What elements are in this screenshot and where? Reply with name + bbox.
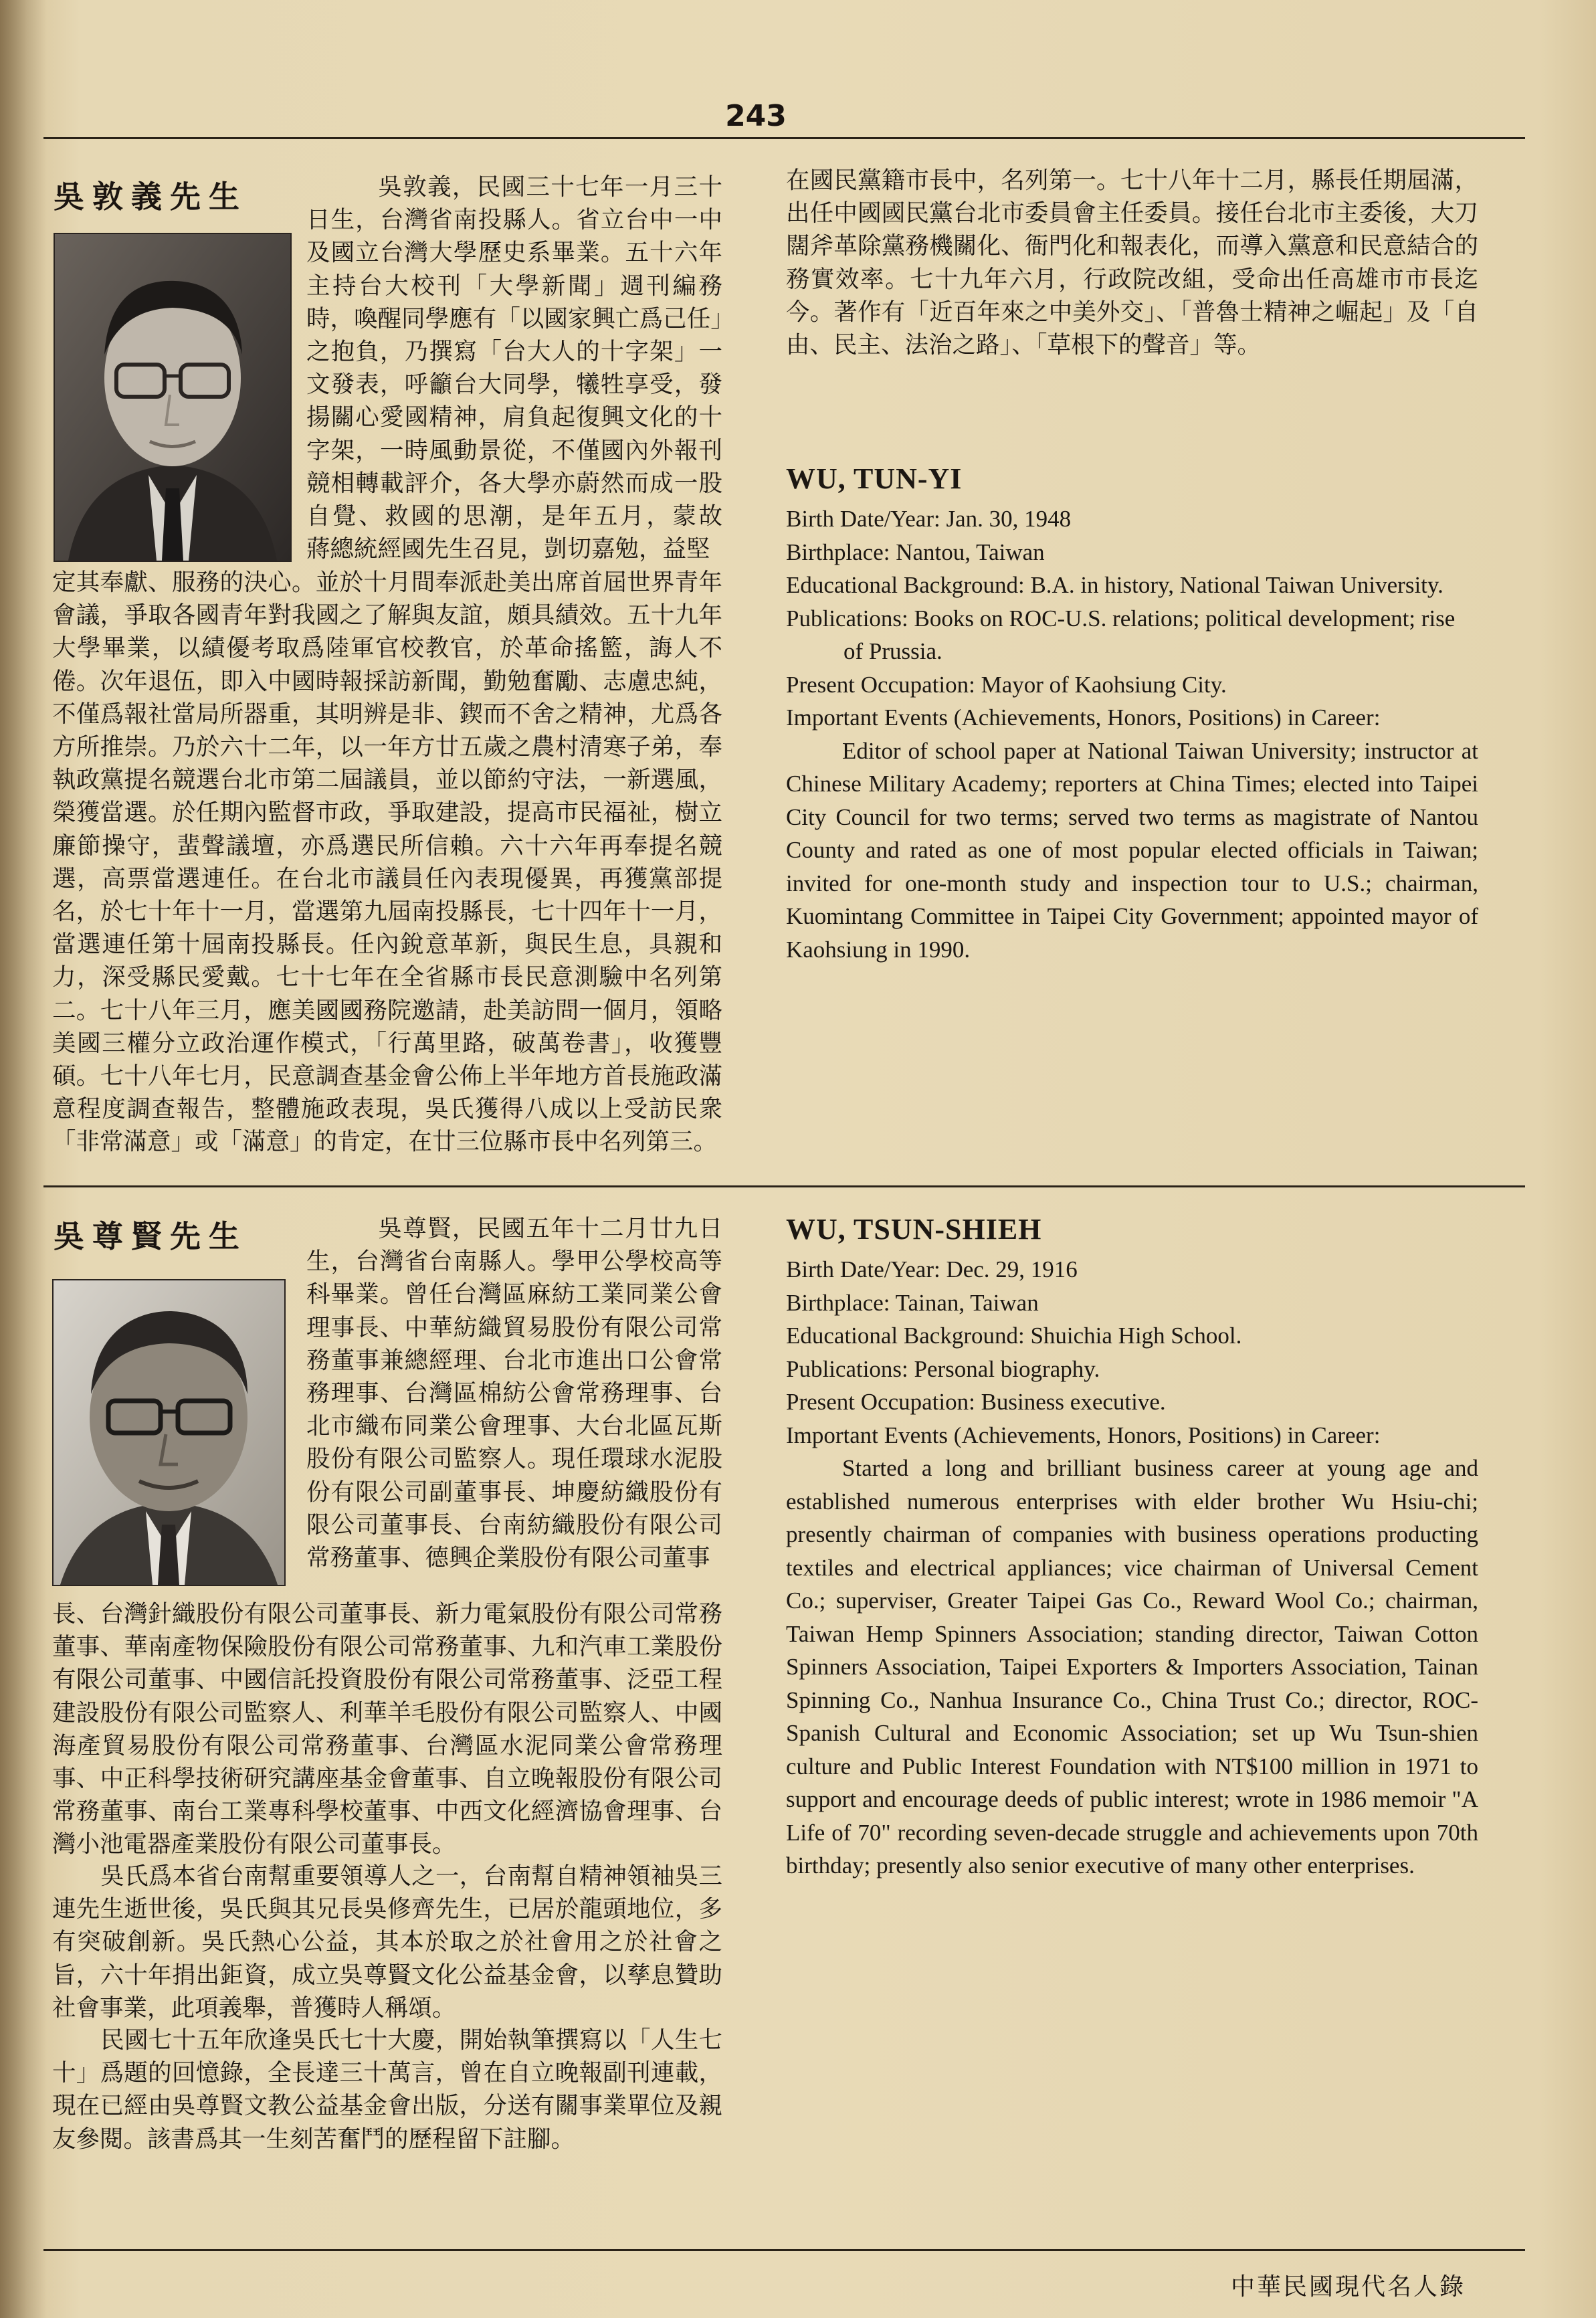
entry-2-education: Educational Background: Shuichia High School. <box>786 1323 1242 1349</box>
entry-2-english <box>786 1212 1478 1882</box>
entry-1-bio-zh-continued <box>52 566 722 1159</box>
entry-1-publications: Publications: Books on ROC-U.S. relations; political development; rise of Prussia. <box>786 605 1456 664</box>
entry-2-bio-zh-p1-continued: 長、台灣針織股份有限公司董事長、新力電氣股份有限公司常務董事、華南產物保險股份有限公司常務董事、九和汽車工業股份有限公司董事、中國信託投資股份有限公司常務董事、泛亞工程建設股份有限公司監察人、利華羊毛股份有限公司監察人、中國海產貿易股份有限公司常務董事、台灣區水泥同業公會常務理事、中正科學技術研究講座基金會董事、自立晚報股份有限公司常務董事、南台工業專科學校董事、中西文化經濟協會理事、台灣小池電器產業股份有限公司董事長。 <box>52 1600 722 1858</box>
entry-2-english-name: WU, TSUN-SHIEH <box>786 1213 1042 1246</box>
entry-1-chinese-name: 吳敦義先生 <box>54 179 247 215</box>
entry-2-bio-zh-para2 <box>52 1860 722 2024</box>
entry-2-bio-zh-p3: 民國七十五年欣逢吳氏七十大慶，開始執筆撰寫以「人生七十」爲題的回憶錄，全長達三十萬言，曾在自立晚報副刊連載，現在已經由吳尊賢文教公益基金會出版，分送有關事業單位及親友參閱。該書爲其一生刻苦奮鬥的歷程留下註腳。 <box>52 2026 722 2153</box>
entry-1-portrait-photo <box>54 233 292 562</box>
page-number: 243 <box>725 99 787 133</box>
entry-1-bio-zh-text-continued: 定其奉獻、服務的決心。並於十月間奉派赴美出席首屆世界青年會議，爭取各國青年對我國之了解與友誼，頗具績效。五十九年大學畢業，以績優考取爲陸軍官校教官，於革命搖籃，誨人不倦。次年退伍，即入中國時報採訪新聞，勤勉奮勵、志慮忠純，不僅爲報社當局所器重，其明辨是非、鍥而不舍之精神，尤爲各方所推崇。乃於六十二年，以一年方廿五歲之農村清寒子弟，奉執政黨提名競選台北市第二屆議員，並以節約守法，一新選風，榮獲當選。於任期內監督市政，爭取建設，提高市民福祉，樹立廉節操守，蜚聲議壇，亦爲選民所信賴。六十六年再奉提名競選，高票當選連任。在台北市議員任內表現優異，再獲黨部提名，於七十年十一月，當選第九屆南投縣長，七十四年十一月，當選連任第十屆南投縣長。任內銳意革新，與民生息，具親和力，深受縣民愛戴。七十七年在全省縣市長民意測驗中名列第二。七十八年三月，應美國國務院邀請，赴美訪問一個月，領略美國三權分立政治運作模式，「行萬里路，破萬卷書」，收獲豐碩。七十八年七月，民意調查基金會公佈上半年地方首長施政滿意程度調查報告，整體施政表現，吳氏獲得八成以上受訪民衆「非常滿意」或「滿意」的肯定，在廿三位縣市長中名列第三。 <box>52 569 722 1156</box>
entry-1-portrait-image <box>55 234 290 561</box>
entry-2-events-text: Started a long and brilliant business career at young age and established numerous enterprises with elder brother Wu Hsiu-chi; presently chairman of companies with business operations producting textiles and electrical appliances; vice chairman of Universal Cement Co.; superviser, Greater Taipei Gas Co., Reward Wool Co.; chairman, Taiwan Hemp Spinners Association; standing director, Taiwan Cotton Spinners Association, Taipei Exporters & Importers Association, Tainan Spinning Co., Nanhua Insurance Co., China Trust Co.; director, ROC-Spanish Cultural and Economic Association; set up Wu Tsun-shien culture and Public Interest Foundation with NT$100 million in 1971 to support and encourage deeds of public interest; wrote in 1986 memoir "A Life of 70" recording seven-decade struggle and achievements upon 70th birthday; presently also senior executive of many other enterprises. <box>786 1455 1478 1878</box>
entry-2-portrait-photo <box>52 1279 286 1586</box>
entry-1-birth-date: Birth Date/Year: Jan. 30, 1948 <box>786 506 1072 532</box>
entry-1-birthplace: Birthplace: Nantou, Taiwan <box>786 539 1045 565</box>
entry-1-english <box>786 462 1478 966</box>
entry-2-chinese-name: 吳尊賢先生 <box>54 1218 247 1254</box>
entry-2-bio-zh-continued <box>52 1598 722 1861</box>
entry-2-birthplace: Birthplace: Tainan, Taiwan <box>786 1289 1039 1316</box>
entry-2-events-label: Important Events (Achievements, Honors, Positions) in Career: <box>786 1422 1381 1448</box>
entry-1-bio-zh-right-column <box>786 164 1478 361</box>
entry-2-portrait-image <box>54 1280 284 1585</box>
top-divider <box>43 137 1525 139</box>
bottom-divider <box>43 2249 1525 2251</box>
entry-2-bio-zh-p2: 吳氏爲本省台南幫重要領導人之一，台南幫自精神領袖吳三連先生逝世後，吳氏與其兄長吳修齊先生，已居於龍頭地位，多有突破創新。吳氏熱心公益，其本於取之於社會用之於社會之旨，六十年捐出鉅資，成立吳尊賢文化公益基金會，以孳息贊助社會事業，此項義舉，普獲時人稱頌。 <box>52 1862 722 2022</box>
entry-2-publications: Publications: Personal biography. <box>786 1355 1100 1382</box>
entry-1-bio-zh-text: 吳敦義，民國三十七年一月三十日生，台灣省南投縣人。省立台中一中及國立台灣大學歷史系畢業。五十六年主持台大校刊「大學新聞」週刊編務時，喚醒同學應有「以國家興亡爲己任」之抱負，乃撰寫「台大人的十字架」一文發表，呼籲台大同學，犧牲享受，發揚關心愛國精神，肩負起復興文化的十字架，一時風動景從，不僅國內外報刊競相轉載評介，各大學亦蔚然而成一股自覺、救國的思潮，是年五月，蒙故 蔣總統經國先生召見，剴切嘉勉，益堅 <box>306 173 746 563</box>
entry-1-events-text: Editor of school paper at National Taiwan University; instructor at Chinese Military Academy; reporters at China Times; elected into Taipei City Council for two terms; served two terms as magistrate of Nantou County and rated as one of most popular elected officials in Taiwan; invited for one-month study and inspection tour to U.S.; chairman, Kuomintang Committee in Taipei City Government; appointed mayor of Kaohsiung in 1990. <box>786 737 1478 963</box>
entry-divider <box>43 1185 1525 1187</box>
entry-1-bio-zh-lead <box>306 171 746 565</box>
book-gutter-shadow <box>0 0 47 2318</box>
entry-1-occupation: Present Occupation: Mayor of Kaohsiung City. <box>786 671 1227 698</box>
entry-1-bio-zh-right-text: 在國民黨籍市長中，名列第一。七十八年十二月，縣長任期屆滿，出任中國國民黨台北市委員會主任委員。接任台北市主委後，大刀闊斧革除黨務機關化、衙門化和報表化，而導入黨意和民意結合的務實效率。七十九年六月，行政院改組，受命出任高雄市市長迄今。著作有「近百年來之中美外交」、「普魯士精神之崛起」及「自由、民主、法治之路」、「草根下的聲音」等。 <box>786 167 1478 359</box>
footer-book-title: 中華民國現代名人錄 <box>1231 2273 1466 2301</box>
entry-2-occupation: Present Occupation: Business executive. <box>786 1389 1166 1415</box>
entry-1-education: Educational Background: B.A. in history, National Taiwan University. <box>786 572 1443 598</box>
entry-1-events-label: Important Events (Achievements, Honors, Positions) in Career: <box>786 704 1381 731</box>
entry-2-birth-date: Birth Date/Year: Dec. 29, 1916 <box>786 1256 1078 1282</box>
entry-2-bio-zh-lead <box>306 1212 722 1574</box>
entry-2-bio-zh-para3 <box>52 2024 722 2155</box>
entry-2-bio-zh-p1: 吳尊賢，民國五年十二月廿九日生，台灣省台南縣人。學甲公學校高等科畢業。曾任台灣區麻紡工業同業公會理事長、中華紡織貿易股份有限公司常務董事兼總經理、台北市進出口公會常務理事、台灣區棉紡公會常務理事、台北市織布同業公會理事、大台北區瓦斯股份有限公司監察人。現任環球水泥股份有限公司副董事長、坤慶紡織股份有限公司董事長、台南紡織股份有限公司常務董事、德興企業股份有限公司董事 <box>306 1215 722 1572</box>
entry-1-english-name: WU, TUN-YI <box>786 462 963 495</box>
